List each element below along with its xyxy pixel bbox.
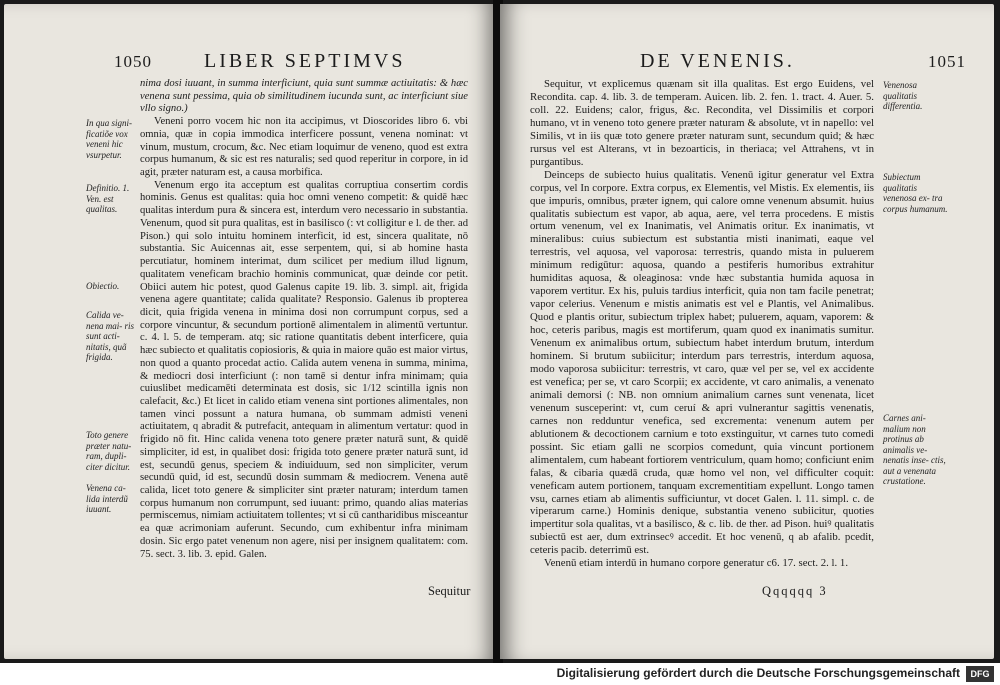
running-title: LIBER SEPTIMVS — [204, 50, 406, 72]
page-number: 1051 — [928, 52, 966, 71]
page-number: 1050 — [114, 52, 152, 71]
paragraph: Sequitur, vt explicemus quænam sit illa qualitas. Est ergo Euidens, vel Recondita. cap. 4. lib. 3. de temperam. Auicen. lib. 2. fen. 1. tract. 4. Auer. 5. coll. 22. Euidens; calor, frigus, &c. Recondita, vel Dissimilis et corpori humano, vt in veneno toto genere præter naturam & absolute, vt in napello: vel Similis, vt in iis quæ toto genere præter naturam sunt, secundum quid; & hæc rursus vel est Alterans, vt in bezoarticis, in theriaca; vel Attrahens, vt in purgantibus. — [530, 78, 874, 168]
body-text — [530, 78, 874, 570]
margin-note: Carnes ani- malium non protinus ab animalis ve- nenatis inse- ctis, aut a venenata crustatione. — [883, 413, 946, 486]
margin-notes — [86, 78, 136, 558]
margin-note: In qua signi- ficatiõe vox veneni hic vsurpetur. — [86, 118, 132, 160]
margin-note: Definitio. 1. Ven. est qualitas. — [86, 183, 130, 214]
paragraph: nima dosi iuuant, in summa interficiunt, quia sunt summæ actiuitatis: & hæc venena sunt pessima, quia ob similitudinem iucunda sunt, ac interficiunt siue vllo signo.) — [140, 78, 468, 115]
running-title: DE VENENIS. — [640, 50, 795, 72]
right-header — [500, 50, 994, 74]
catchword: Sequitur — [428, 584, 471, 598]
paragraph: Deinceps de subiecto huius qualitatis. Venenū igitur generatur vel Extra corpus, vel In corpore. Extra corpus, ex Elementis, vel Mistis. Ex elementis, iis que impuris, omnibus, præter ignem, qui calore omne venenum absumit. huius qualitatis subiectum est vapor, ab aqua, aere, vel terra procedens. E mistis ortum venenum, vel ex Inanimatis, vel Animatis oritur. Ex inanimatis, vt mineralibus: cuius subiectum est substantia misti inanimati, eaque vel terrestris, vel aquosa, vel vaporosa: terrestris, quando mista in puluerem minimum redigūtur: aquosa, quando a pestiferis humoribus extrahitur humiditas aquosa, & oleaginosa: vnde hæc substantia humida aquosa in vaporem vertitur. Ex his, puluis tardius interficit, quia non tam facile penetrat; vapor celerius. Venenum e mistis animatis est vel e Plantis, vel Animalibus. Quod e plantis oritur, subiectum triplex habet; puluerem, aquam, vaporem: & hoc, ceteris paribus, magis est mortiferum, quam quod ex inanimatis sumitur. Venenum ex animalibus ortum, subiectum habet interdum brutum, interdum hominem. Si brutum subiicitur; interdum pars terrestris, interdum aquosa, modo vaporosa subiicitur: terrestris, vt caro, quæ vel per se, vel ex accidente est venefica; per se, vt caro Scorpii; ex accidente, vt caro animalis, a venenato animali demorsi (: NB. non omnium animalium carnes sunt venenata, licet venenum susceperint: vt, cum ceruí & apri vulnerantur sagittis venenatis, carnes non redduntur venefica, sed excrementa: venenum autem per ablutionem & decoctionem carnium e toto exstinguitur, vt carnes tuto comedi possint. Sic etiam galli ne scorpios comedunt, quia vincunt portionem alimentalem, cum habeant fortiorem ventriculum, quam homo; conficiunt enim falas, & cibaria quædā cruda, quæ homo vel non, vel difficulter coquit: veneficam autem portionem, tanquam excrementitiam expellunt. Longo tamen vsu, carnes etiam ab alimentis sufficiuntur, vt docet Galen. l. 11. simpl. c. de viperarum carne.) Hominis denique, substantia veneno subiicitur, quoties impertitur sola qualitas, vt a basilisco, & c. lib. de ther. ad Pison. huiꝰ qualitatis subiectū est aer, dum extrinsecꝰ accedit. Et hoc venenū, q ab afalib. pcedit, ceteris pacib. deterrimū est. — [530, 168, 874, 557]
body-text — [140, 78, 468, 561]
margin-note: Subiectum qualitatis venenosa ex- tra corpus humanum. — [883, 172, 948, 214]
margin-note: Venena ca- lida interdũ iuuant. — [86, 483, 128, 514]
margin-notes — [883, 78, 949, 558]
footer-bar — [0, 663, 1000, 685]
paragraph: Venenum ergo ita acceptum est qualitas corruptiua consertim cordis hominis. Genus est qualitas: quia hoc omni veneno competit: & quidē hæc qualitas interdum pura & sincera est, interdum vero necessario in substantia. Venenum, quod sit pura qualitas, est in basilisco (: vt colligitur e l. de ther. ad Pison.) qui solo intuitu hominem interficit, id est, sincera qualitate, nō substantia. Sic Auicennas ait, esse serpentem, qui, si ab homine hasta percutiatur, hominem interimat, dum scilicet per medium illud lignum, qualitatem veneficam brachio hominis communicat, quæ deinde cor petit. Obiici autem hic potest, quod Galenus capite 19. lib. 3. simpl. ait, frigida venena agere quantitate; calida qualitate? Responsio. Galenus ib propterea dicit, quia frigida venena in minima dosi non corrumpunt corpus, sed a corpore vincuntur, & secundum portionē alimentalem in alimentū vertuntur. c. 4. l. 5. de temperam. atq; sic ratione quantitatis debent interficere, quia hæc subiecto et qualitatis copiosioris, & quia in maiore quāo est maior virtus, non quod a quanto procedat actio. Calida autem venena in summa, minima, & mediocri dosi interficiunt (: non tamē si dentur infra minimam; quia cuiuslibet medicamēti determinata est dosis, sic 1/12 scintilla ignis non calefacit, &c.) Et licet in calido etiam venena sint portiones alimentales, non tamen vinci possunt a natura humana, ob summam admisti veneni actiuitatem, q abradit & putrefacit, antequam in alimentum vertatur: quod in frigido nō fit. Hinc calida venena toto genere præter naturā sunt, & quidē simpliciter, id est, in qualibet dosi: frigida toto genere præter naturā sunt, id est, secundū genus, speciem & indiuiduum, sed non simpliciter, verum secundū quid, id est, secundū dosin summam & mediocrem. Venena autē calida, licet toto genere & simpliciter sint præter naturam; interdum tamen corpus humanum non corrumpunt, sed iuuant: primo, quando alias materias permiscemus, nimiam actiuitatem tollentes; vt si cū cantharidibus misceantur ea quæ acrimoniam auferunt. Secundo, cum exhibentur infra minimam dosin. Sic ergo patet venenum non agere, nisi per insignem qualitatem: com. 75. sect. 3. lib. 3. epid. Galen. — [140, 179, 468, 560]
paragraph: Veneni porro vocem hic non ita accipimus, vt Dioscorides libro 6. vbi omnia, quæ in copia immodica interficere possunt, venena nominat: vt vinum, mustum, crocum, &c. Nec etiam loquimur de veneno, quod est extra corpus humanum, & sic est res naturalis; sed quod reperitur in corpore, in id agit, præter naturam est, a causa morbifica. — [140, 116, 468, 179]
funding-credit: Digitalisierung gefördert durch die Deutsche Forschungsgemeinschaft — [556, 666, 960, 680]
margin-note: Calida ve- nena mai- ris sunt acti- nitatis, quã frigida. — [86, 310, 134, 362]
left-header — [4, 50, 496, 74]
left-page — [4, 4, 496, 659]
paragraph: Venenū etiam interdū in humano corpore generatur c6. 17. sect. 2. l. 1. — [544, 557, 849, 570]
signature-mark: Qqqqqq 3 — [762, 584, 828, 598]
dfg-logo: DFG — [966, 666, 994, 682]
margin-note: Toto genere præter natu- ram, dupli- citer dicitur. — [86, 430, 132, 472]
margin-note: Venenosa qualitatis differentia. — [883, 80, 923, 111]
margin-note: Obiectio. — [86, 281, 120, 291]
right-page — [500, 4, 994, 659]
